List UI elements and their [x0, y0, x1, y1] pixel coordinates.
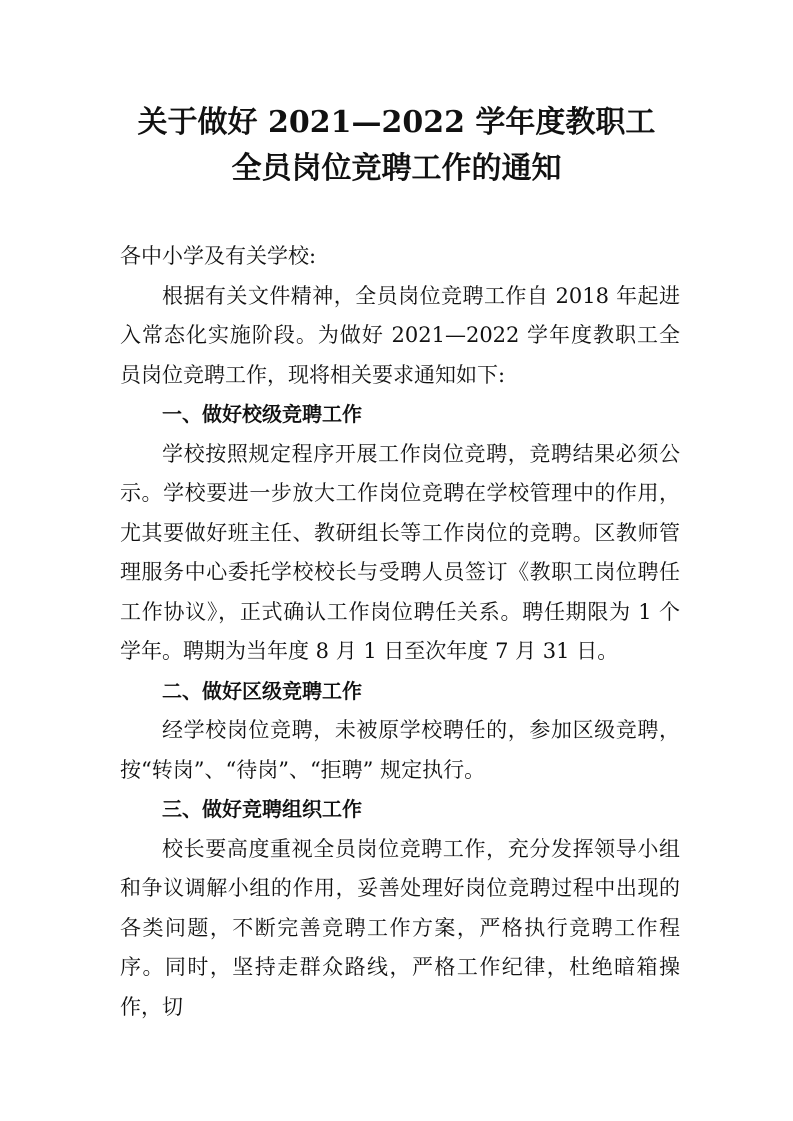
- title-line-1: 关于做好 2021—2022 学年度教职工: [137, 105, 656, 140]
- section-2-paragraph: 经学校岗位竞聘，未被原学校聘任的，参加区级竞聘，按“转岗”、“待岗”、“拒聘” 规定执行。: [120, 718, 680, 782]
- section-3-paragraph: 校长要高度重视全员岗位竞聘工作，充分发挥领导小组和争议调解小组的作用，妥善处理好岗位竞聘过程中出现的各类问题，不断完善竞聘工作方案，严格执行竞聘工作程序。同时，坚持走群众路线，严格工作纪律，杜绝暗箱操作，切: [120, 836, 680, 1019]
- document-title: [0, 100, 793, 192]
- document-body: [120, 237, 680, 1027]
- section-2-heading: 二、做好区级竞聘工作: [162, 678, 362, 703]
- section-1-paragraph: 学校按照规定程序开展工作岗位竞聘，竞聘结果必须公示。学校要进一步放大工作岗位竞聘在学校管理中的作用，尤其要做好班主任、教研组长等工作岗位的竞聘。区教师管理服务中心委托学校校长与受聘人员签订《教职工岗位聘任工作协议》，正式确认工作岗位聘任关系。聘任期限为 1 个学年。聘期为当年度 8 月 1 日至次年度 7 月 31 日。: [120, 441, 680, 663]
- section-3-heading: 三、做好竞聘组织工作: [162, 797, 362, 821]
- intro-paragraph: 根据有关文件精神，全员岗位竞聘工作自 2018 年起进入常态化实施阶段。为做好 2021—2022 学年度教职工全员岗位竞聘工作，现将相关要求通知如下:: [120, 283, 680, 387]
- section-1-heading: 一、做好校级竞聘工作: [162, 402, 362, 426]
- salutation: 各中小学及有关学校:: [120, 244, 317, 268]
- title-line-2: 全员岗位竞聘工作的通知: [231, 151, 562, 186]
